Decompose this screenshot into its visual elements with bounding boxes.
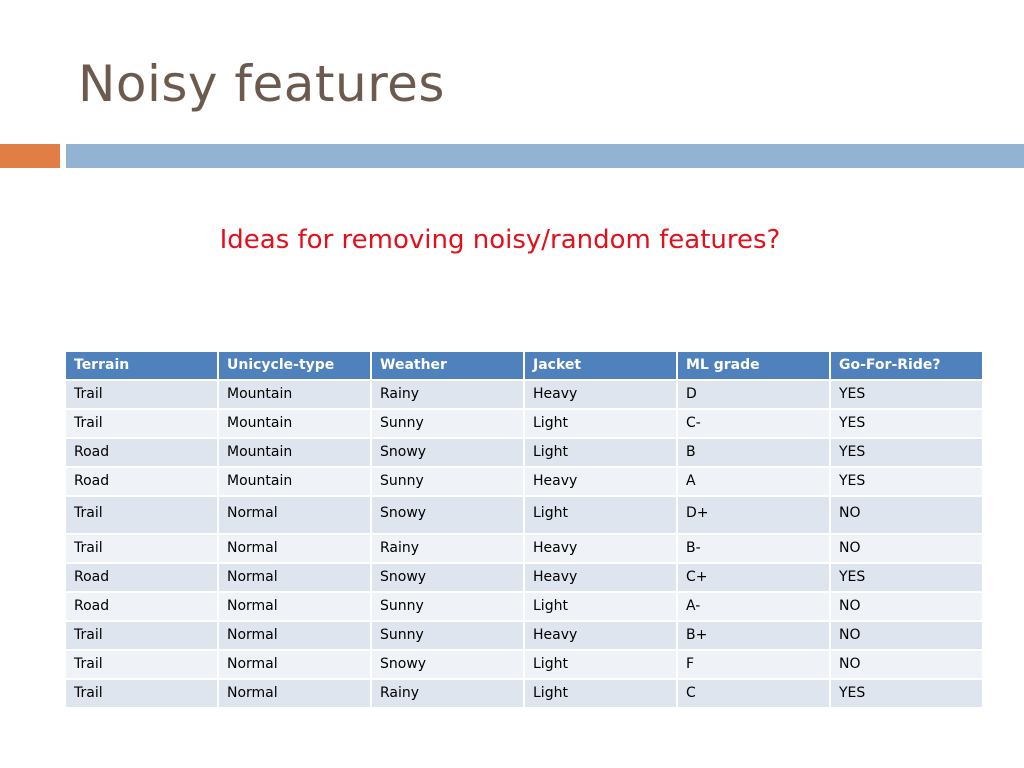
cell-weather: Sunny — [372, 410, 523, 437]
cell-jacket: Light — [525, 680, 676, 707]
cell-unicycle-type: Normal — [219, 622, 370, 649]
header-terrain: Terrain — [66, 352, 217, 379]
header-row — [66, 352, 982, 379]
table-row — [66, 497, 982, 533]
cell-weather: Rainy — [372, 381, 523, 408]
table-row — [66, 680, 982, 707]
header-weather: Weather — [372, 352, 523, 379]
table-row — [66, 535, 982, 562]
cell-ml-grade: B — [678, 439, 829, 466]
cell-unicycle-type: Normal — [219, 680, 370, 707]
cell-ml-grade: D+ — [678, 497, 829, 533]
cell-terrain: Trail — [66, 651, 217, 678]
table-body — [66, 381, 982, 707]
cell-ml-grade: C- — [678, 410, 829, 437]
cell-go-for-ride: YES — [831, 410, 982, 437]
table-row — [66, 622, 982, 649]
cell-ml-grade: A- — [678, 593, 829, 620]
table-header — [66, 352, 982, 379]
cell-go-for-ride: NO — [831, 622, 982, 649]
data-table — [64, 350, 984, 709]
accent-bar-orange — [0, 144, 60, 168]
cell-unicycle-type: Mountain — [219, 439, 370, 466]
cell-weather: Snowy — [372, 439, 523, 466]
cell-terrain: Road — [66, 564, 217, 591]
cell-weather: Sunny — [372, 622, 523, 649]
cell-jacket: Heavy — [525, 535, 676, 562]
cell-terrain: Road — [66, 439, 217, 466]
cell-unicycle-type: Normal — [219, 593, 370, 620]
header-unicycle-type: Unicycle-type — [219, 352, 370, 379]
cell-unicycle-type: Normal — [219, 564, 370, 591]
table-row — [66, 439, 982, 466]
cell-unicycle-type: Normal — [219, 497, 370, 533]
cell-terrain: Road — [66, 593, 217, 620]
cell-ml-grade: B+ — [678, 622, 829, 649]
cell-jacket: Light — [525, 439, 676, 466]
cell-go-for-ride: YES — [831, 680, 982, 707]
cell-unicycle-type: Mountain — [219, 410, 370, 437]
header-jacket: Jacket — [525, 352, 676, 379]
slide-title: Noisy features — [78, 55, 445, 113]
cell-jacket: Light — [525, 593, 676, 620]
table-row — [66, 410, 982, 437]
cell-jacket: Light — [525, 410, 676, 437]
cell-jacket: Heavy — [525, 381, 676, 408]
cell-go-for-ride: YES — [831, 381, 982, 408]
cell-go-for-ride: NO — [831, 497, 982, 533]
cell-terrain: Trail — [66, 497, 217, 533]
cell-go-for-ride: NO — [831, 593, 982, 620]
table-row — [66, 651, 982, 678]
header-ml-grade: ML grade — [678, 352, 829, 379]
table-row — [66, 564, 982, 591]
cell-unicycle-type: Normal — [219, 651, 370, 678]
cell-ml-grade: C+ — [678, 564, 829, 591]
cell-terrain: Trail — [66, 410, 217, 437]
cell-weather: Sunny — [372, 468, 523, 495]
cell-jacket: Heavy — [525, 468, 676, 495]
cell-terrain: Trail — [66, 535, 217, 562]
cell-weather: Rainy — [372, 680, 523, 707]
cell-ml-grade: B- — [678, 535, 829, 562]
cell-go-for-ride: YES — [831, 564, 982, 591]
cell-terrain: Trail — [66, 680, 217, 707]
cell-weather: Rainy — [372, 535, 523, 562]
cell-go-for-ride: YES — [831, 468, 982, 495]
cell-weather: Snowy — [372, 651, 523, 678]
cell-ml-grade: C — [678, 680, 829, 707]
cell-weather: Snowy — [372, 564, 523, 591]
cell-ml-grade: A — [678, 468, 829, 495]
cell-jacket: Light — [525, 497, 676, 533]
cell-go-for-ride: NO — [831, 535, 982, 562]
cell-unicycle-type: Normal — [219, 535, 370, 562]
cell-unicycle-type: Mountain — [219, 381, 370, 408]
table-row — [66, 593, 982, 620]
cell-ml-grade: D — [678, 381, 829, 408]
table-row — [66, 381, 982, 408]
cell-go-for-ride: YES — [831, 439, 982, 466]
cell-go-for-ride: NO — [831, 651, 982, 678]
cell-terrain: Road — [66, 468, 217, 495]
cell-jacket: Light — [525, 651, 676, 678]
accent-bar-blue — [66, 144, 1024, 168]
slide-subtitle: Ideas for removing noisy/random features? — [219, 225, 781, 255]
cell-weather: Sunny — [372, 593, 523, 620]
cell-terrain: Trail — [66, 622, 217, 649]
cell-jacket: Heavy — [525, 564, 676, 591]
cell-weather: Snowy — [372, 497, 523, 533]
cell-terrain: Trail — [66, 381, 217, 408]
table-row — [66, 468, 982, 495]
cell-ml-grade: F — [678, 651, 829, 678]
cell-unicycle-type: Mountain — [219, 468, 370, 495]
header-go-for-ride: Go-For-Ride? — [831, 352, 982, 379]
cell-jacket: Heavy — [525, 622, 676, 649]
